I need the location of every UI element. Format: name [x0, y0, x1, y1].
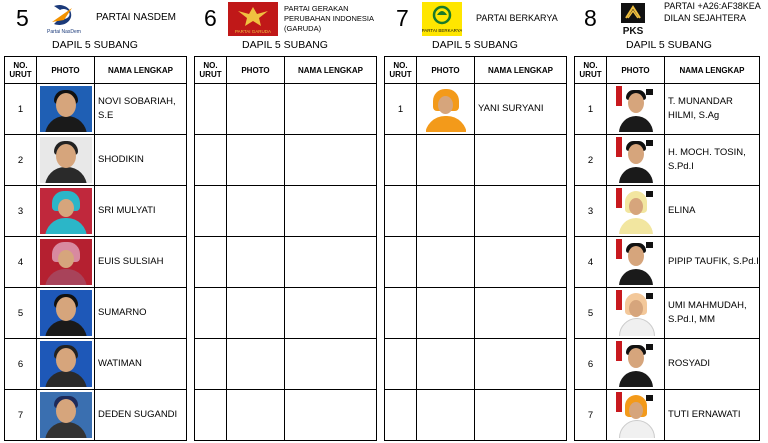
candidate-number: 7	[575, 390, 607, 441]
candidate-number: 2	[575, 135, 607, 186]
empty-cell	[227, 288, 285, 339]
candidate-photo	[40, 188, 92, 234]
candidate-photo-cell	[607, 288, 665, 339]
empty-cell	[385, 186, 417, 237]
candidate-photo	[40, 392, 92, 438]
candidate-number: 3	[575, 186, 607, 237]
table-row	[195, 186, 377, 237]
dapil-label: DAPIL 5 SUBANG	[626, 39, 712, 51]
candidate-photo	[616, 341, 656, 387]
candidate-table	[384, 56, 567, 441]
empty-cell	[385, 390, 417, 441]
empty-cell	[285, 84, 377, 135]
nasdem-logo	[44, 2, 84, 36]
table-header-row	[575, 57, 760, 84]
table-row	[385, 135, 567, 186]
party-panel-nasdem	[0, 0, 190, 443]
party-header	[380, 0, 570, 56]
candidate-photo-cell	[37, 339, 95, 390]
empty-cell	[417, 186, 475, 237]
candidate-number: 5	[575, 288, 607, 339]
party-panel-berkarya	[380, 0, 570, 443]
table-row	[195, 339, 377, 390]
empty-cell	[195, 186, 227, 237]
empty-cell	[417, 339, 475, 390]
table-row	[385, 390, 567, 441]
candidate-name: TUTI ERNAWATI	[665, 390, 760, 441]
candidate-photo	[616, 239, 656, 285]
table-row	[5, 237, 187, 288]
table-row	[195, 390, 377, 441]
empty-cell	[475, 339, 567, 390]
candidate-name: DEDEN SUGANDI	[95, 390, 187, 441]
candidate-photo	[40, 290, 92, 336]
candidate-photo-cell	[607, 186, 665, 237]
candidate-photo-cell	[607, 237, 665, 288]
candidate-photo-cell	[607, 390, 665, 441]
table-row	[195, 84, 377, 135]
empty-cell	[227, 390, 285, 441]
empty-cell	[475, 135, 567, 186]
candidate-name: EUIS SULSIAH	[95, 237, 187, 288]
candidate-photo-cell	[37, 237, 95, 288]
candidate-number: 6	[5, 339, 37, 390]
table-row	[195, 288, 377, 339]
candidate-name: PIPIP TAUFIK, S.Pd.I	[665, 237, 760, 288]
col-name-header: NAMA LENGKAP	[285, 57, 377, 84]
candidate-number: 3	[5, 186, 37, 237]
party-number: 6	[204, 5, 217, 31]
table-header-row	[385, 57, 567, 84]
table-row	[385, 84, 567, 135]
col-photo-header: PHOTO	[417, 57, 475, 84]
table-row	[385, 186, 567, 237]
candidate-photo-cell	[37, 390, 95, 441]
party-header	[570, 0, 768, 56]
candidate-photo	[616, 392, 656, 438]
col-name-header: NAMA LENGKAP	[665, 57, 760, 84]
candidate-number: 1	[5, 84, 37, 135]
table-header-row	[195, 57, 377, 84]
empty-cell	[195, 135, 227, 186]
candidate-name: YANI SURYANI	[475, 84, 567, 135]
candidate-photo	[40, 86, 92, 132]
empty-cell	[195, 339, 227, 390]
candidate-name: SUMARNO	[95, 288, 187, 339]
candidate-photo-cell	[417, 84, 475, 135]
table-header-row	[5, 57, 187, 84]
party-number: 5	[16, 5, 29, 31]
empty-cell	[227, 237, 285, 288]
candidate-photo-cell	[607, 84, 665, 135]
candidate-name: H. MOCH. TOSIN, S.Pd.I	[665, 135, 760, 186]
candidate-name: T. MUNANDAR HILMI, S.Ag	[665, 84, 760, 135]
table-row	[575, 84, 760, 135]
candidate-table	[574, 56, 760, 441]
empty-cell	[285, 339, 377, 390]
candidate-photo-cell	[37, 135, 95, 186]
candidate-number: 6	[575, 339, 607, 390]
candidate-name: ELINA	[665, 186, 760, 237]
candidate-number: 5	[5, 288, 37, 339]
empty-cell	[475, 186, 567, 237]
garuda-logo-text: PARTAI GARUDA	[234, 29, 272, 34]
candidate-photo	[616, 290, 656, 336]
col-name-header: NAMA LENGKAP	[475, 57, 567, 84]
candidate-number: 4	[575, 237, 607, 288]
table-row	[385, 288, 567, 339]
col-photo-header: PHOTO	[37, 57, 95, 84]
candidate-photo	[616, 86, 656, 132]
table-row	[5, 84, 187, 135]
empty-cell	[475, 390, 567, 441]
col-name-header: NAMA LENGKAP	[95, 57, 187, 84]
table-row	[575, 186, 760, 237]
candidate-number: 4	[5, 237, 37, 288]
empty-cell	[475, 237, 567, 288]
pks-logo-text: PKS	[622, 26, 644, 36]
candidate-number: 2	[5, 135, 37, 186]
col-no-header: NO. URUT	[5, 57, 37, 84]
empty-cell	[285, 186, 377, 237]
empty-cell	[417, 237, 475, 288]
table-row	[5, 186, 187, 237]
table-row	[195, 237, 377, 288]
candidate-name: SHODIKIN	[95, 135, 187, 186]
table-row	[5, 390, 187, 441]
empty-cell	[475, 288, 567, 339]
party-number: 8	[584, 5, 597, 31]
empty-cell	[285, 390, 377, 441]
candidate-photo-cell	[37, 186, 95, 237]
candidate-photo-cell	[37, 84, 95, 135]
candidate-name: NOVI SOBARIAH, S.E	[95, 84, 187, 135]
table-row	[5, 339, 187, 390]
table-row	[5, 288, 187, 339]
dapil-label: DAPIL 5 SUBANG	[242, 39, 328, 51]
empty-cell	[417, 135, 475, 186]
dapil-label: DAPIL 5 SUBANG	[432, 39, 518, 51]
empty-cell	[227, 339, 285, 390]
col-photo-header: PHOTO	[607, 57, 665, 84]
pks-logo	[616, 2, 650, 36]
party-name: PARTAI GERAKAN PERUBAHAN INDONESIA (GARUDA)	[284, 4, 374, 33]
table-row	[575, 135, 760, 186]
col-no-header: NO. URUT	[195, 57, 227, 84]
party-name: PARTAI BERKARYA	[476, 13, 558, 23]
party-header	[0, 0, 190, 56]
empty-cell	[385, 288, 417, 339]
empty-cell	[195, 390, 227, 441]
party-header	[190, 0, 380, 56]
candidate-photo	[426, 86, 466, 132]
empty-cell	[385, 339, 417, 390]
dapil-label: DAPIL 5 SUBANG	[52, 39, 138, 51]
candidate-number: 1	[385, 84, 417, 135]
table-row	[385, 237, 567, 288]
empty-cell	[227, 84, 285, 135]
empty-cell	[385, 135, 417, 186]
col-no-header: NO. URUT	[575, 57, 607, 84]
party-name: PARTAI NASDEM	[96, 12, 177, 23]
empty-cell	[227, 186, 285, 237]
candidate-photo-cell	[607, 339, 665, 390]
candidate-number: 7	[5, 390, 37, 441]
empty-cell	[195, 288, 227, 339]
table-row	[5, 135, 187, 186]
table-row	[575, 390, 760, 441]
candidate-photo	[616, 137, 656, 183]
party-panel-pks	[570, 0, 768, 443]
empty-cell	[285, 237, 377, 288]
berkarya-logo	[422, 2, 462, 36]
candidate-photo-cell	[607, 135, 665, 186]
berkarya-logo-text: PARTAI BERKARYA	[422, 28, 462, 33]
candidate-table	[4, 56, 187, 441]
candidate-photo	[40, 341, 92, 387]
party-number: 7	[396, 5, 409, 31]
empty-cell	[417, 288, 475, 339]
table-row	[575, 339, 760, 390]
candidate-name: UMI MAHMUDAH, S.Pd.I, MM	[665, 288, 760, 339]
empty-cell	[195, 237, 227, 288]
garuda-logo	[228, 2, 278, 36]
col-no-header: NO. URUT	[385, 57, 417, 84]
candidate-photo	[40, 137, 92, 183]
candidate-number: 1	[575, 84, 607, 135]
table-row	[575, 288, 760, 339]
candidate-name: ROSYADI	[665, 339, 760, 390]
party-name: PARTAI +A26:AF38KEADILAN SEJAHTERA	[664, 1, 761, 23]
nasdem-logo-text: Partai NasDem	[47, 29, 81, 35]
party-panel-garuda	[190, 0, 380, 443]
candidate-table	[194, 56, 377, 441]
empty-cell	[385, 237, 417, 288]
candidate-photo	[40, 239, 92, 285]
candidate-photo	[616, 188, 656, 234]
empty-cell	[285, 288, 377, 339]
empty-cell	[285, 135, 377, 186]
empty-cell	[195, 84, 227, 135]
empty-cell	[417, 390, 475, 441]
candidate-name: SRI MULYATI	[95, 186, 187, 237]
table-row	[575, 237, 760, 288]
table-row	[195, 135, 377, 186]
col-photo-header: PHOTO	[227, 57, 285, 84]
empty-cell	[227, 135, 285, 186]
candidate-name: WATIMAN	[95, 339, 187, 390]
table-row	[385, 339, 567, 390]
candidate-photo-cell	[37, 288, 95, 339]
